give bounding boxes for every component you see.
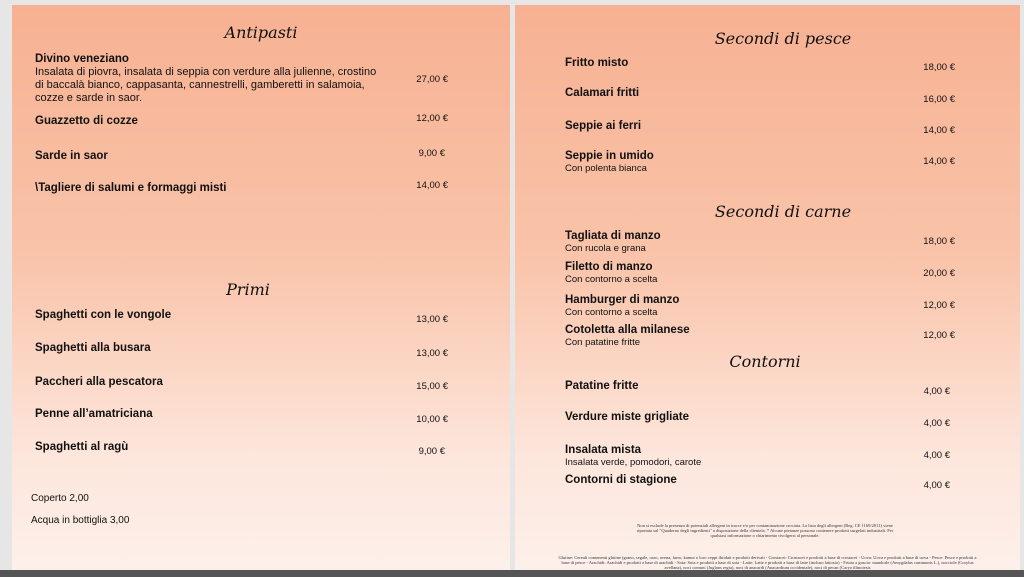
item-name: Spaghetti al ragù — [35, 441, 129, 453]
allergen-list: Glutine: Cereali contenenti glutine (grano, segale, orzo, avena, farro, kamut o loro ceppi ibridati e prodotti derivati - Crostacei: Crostacei e prodotti a base di crostacei - Uova: Uova e prodotti a base di uova - Pesce: Pesce e prodotti a base di pesce - Arachidi: Arachidi e prodotti a base di arachidi - Soia: Soia e prodotti a base di soia - Latte: Latte e prodotti a base di latte (incluso lattosio) - Frutta a guscio: mandorle (Amygdalus communis L.), nocciole (Corylus avellana), noci comuni (Juglans regia), noci di anacardi (Anacardium occidentale), noci di pecan (Carya illinoiesis — [558, 555, 977, 570]
item-price: 4,00 € — [923, 450, 950, 461]
item-price: 10,00 € — [416, 414, 448, 425]
item-desc: Con contorno a scelta — [565, 307, 658, 318]
section-title-antipasti: Antipasti — [224, 23, 298, 42]
menu-item — [35, 342, 151, 355]
menu-item — [565, 324, 690, 348]
item-name: Seppie in umido — [565, 150, 654, 162]
item-price: 12,00 € — [923, 330, 955, 341]
allergen-notice: Non si esclude la presenza di potenziali allergeni in tracce e/o per contaminazione crociata. La lista degli allergeni (Reg. CE 1169/2011) viene riportata sul "Quaderno degli ingredienti" a disposizione della clientela. * Alcune pietanze possono contenere prodotti surgelati industriali. Per qualsiasi informazione o chiarimento rivolgersi al personale. — [636, 523, 894, 538]
section-title-carne: Secondi di carne — [714, 202, 852, 221]
section-title-contorni: Contorni — [729, 352, 801, 371]
item-price: 12,00 € — [923, 300, 955, 311]
item-price: 4,00 € — [923, 418, 950, 429]
item-price: 18,00 € — [923, 62, 955, 73]
item-name: Tagliata di manzo — [565, 230, 661, 242]
menu-item — [35, 441, 128, 454]
item-price: 16,00 € — [923, 94, 955, 105]
item-desc: Con patatine fritte — [565, 337, 640, 348]
item-price: 14,00 € — [416, 180, 448, 191]
item-price: 14,00 € — [923, 156, 955, 167]
item-name: Divino veneziano — [35, 53, 129, 65]
section-title-primi: Primi — [226, 280, 270, 299]
item-name: Sarde in saor — [35, 150, 108, 162]
item-price: 9,00 € — [418, 148, 445, 159]
item-price: 13,00 € — [416, 314, 448, 325]
item-name: Paccheri alla pescatora — [35, 376, 163, 388]
item-price: 4,00 € — [923, 480, 950, 491]
item-price: 18,00 € — [923, 236, 955, 247]
item-price: 4,00 € — [923, 386, 950, 397]
item-desc: Con contorno a scelta — [565, 274, 658, 285]
menu-item — [565, 230, 661, 254]
menu-item — [565, 474, 677, 487]
item-name: Calamari fritti — [565, 87, 640, 99]
item-desc: Con polenta bianca — [565, 163, 647, 174]
menu-item — [35, 376, 163, 389]
item-price: 20,00 € — [923, 268, 955, 279]
menu-item — [565, 294, 679, 318]
menu-item — [565, 150, 654, 174]
acqua-note: Acqua in bottiglia 3,00 — [31, 515, 130, 526]
coperto-note: Coperto 2,00 — [31, 493, 89, 504]
item-price: 12,00 € — [416, 113, 448, 124]
item-name: \Tagliere di salumi e formaggi misti — [35, 182, 227, 194]
menu-item — [35, 408, 153, 421]
menu-item — [565, 261, 657, 285]
item-price: 14,00 € — [923, 125, 955, 136]
menu-item — [565, 57, 628, 70]
item-name: Verdure miste grigliate — [565, 411, 689, 423]
menu-page-right — [515, 5, 1020, 570]
menu-item — [565, 87, 639, 100]
item-name: Cotoletta alla milanese — [565, 324, 690, 336]
item-price: 15,00 € — [416, 381, 448, 392]
menu-item — [35, 115, 138, 128]
item-name: Fritto misto — [565, 57, 629, 69]
item-price: 9,00 € — [418, 446, 445, 457]
item-name: Guazzetto di cozze — [35, 115, 138, 127]
item-name: Insalata mista — [565, 444, 642, 456]
item-name: Spaghetti con le vongole — [35, 309, 172, 321]
menu-item — [35, 53, 380, 105]
section-title-pesce: Secondi di pesce — [714, 29, 852, 48]
item-name: Filetto di manzo — [565, 261, 653, 273]
menu-item — [565, 380, 639, 393]
item-desc: Con rucola e grana — [565, 243, 646, 254]
menu-item — [565, 444, 701, 468]
menu-page-left — [12, 5, 510, 570]
item-price: 13,00 € — [416, 348, 448, 359]
item-name: Penne all’amatriciana — [35, 408, 153, 420]
item-name: Contorni di stagione — [565, 474, 677, 486]
bottom-bar — [0, 570, 1024, 577]
item-desc: Insalata verde, pomodori, carote — [565, 457, 702, 468]
menu-item — [35, 309, 171, 322]
item-name: Patatine fritte — [565, 380, 639, 392]
item-name: Hamburger di manzo — [565, 294, 680, 306]
menu-item — [565, 120, 641, 133]
menu-item — [565, 411, 689, 424]
item-name: Seppie ai ferri — [565, 120, 642, 132]
item-price: 27,00 € — [416, 74, 448, 85]
menu-item — [35, 150, 108, 163]
item-desc: Insalata di piovra, insalata di seppia con verdure alla julienne, crostino di baccalà bianco, cappasanta, cannestrelli, gamberetti in salamoia, cozze e sarde in saor. — [35, 66, 377, 104]
item-name: Spaghetti alla busara — [35, 342, 151, 354]
menu-item — [35, 182, 227, 195]
